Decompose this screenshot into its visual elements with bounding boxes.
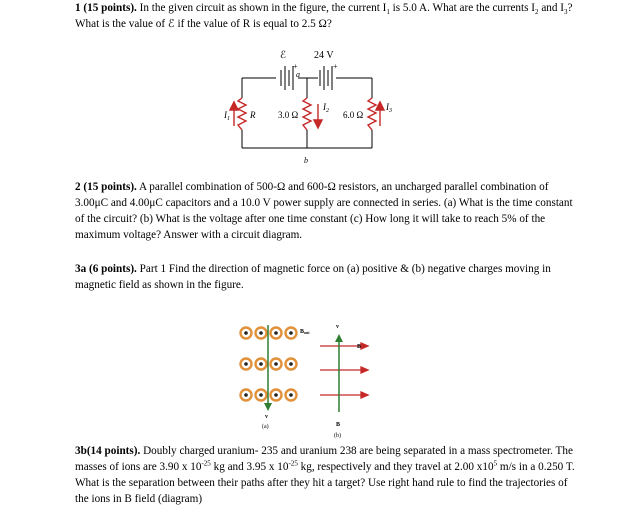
- r2-label: 3.0 Ω: [278, 110, 299, 120]
- q3b-exp-a: -25: [201, 459, 211, 468]
- field-dot-center: [289, 362, 293, 366]
- q3a-label: 3a (6 points).: [75, 263, 137, 275]
- q3b-exp-b: -25: [288, 459, 298, 468]
- q1-sub-b: 2: [535, 8, 539, 17]
- q1-text-d: ? What is the value of ℰ if the value of R is equal to 2.5 Ω?: [75, 2, 573, 30]
- velocity-up-icon: [335, 334, 343, 342]
- q1-sub-a: 1: [386, 8, 390, 17]
- field-dot-center: [244, 393, 248, 397]
- q3b-text-c: kg, respectively and they travel at 2.00 x10: [300, 461, 494, 473]
- r3-label: 6.0 Ω: [343, 110, 364, 120]
- q3b-exp-c: 5: [493, 459, 498, 468]
- q3a-text: Part 1 Find the direction of magnetic force on (a) positive & (b) negative charges moving in magnetic field as shown in the figure.: [75, 263, 551, 291]
- q1-text-c: and I: [541, 2, 564, 14]
- q3b-text-a: Doubly charged uranium- 235 and uranium 238 are being separated in a mass spectrometer. The masses of ions are 3.90 x 10: [75, 445, 573, 473]
- q3b-text-b: kg and 3.95 x 10: [213, 461, 289, 473]
- field-dot-center: [274, 393, 278, 397]
- field-dot-center: [289, 331, 293, 335]
- field-dot-center: [244, 331, 248, 335]
- r-label: R: [250, 110, 256, 120]
- field-dot-center: [289, 393, 293, 397]
- q3b-label: 3b(14 points).: [75, 445, 141, 457]
- i3-label: $I_3$: [386, 102, 392, 114]
- field-dot-center: [259, 331, 263, 335]
- q1-text-a: In the given circuit as shown in the figure, the current I: [139, 2, 387, 14]
- b-out-label: Bout: [300, 329, 310, 335]
- q3b-text-d: m/s in a 0.250 T. What is the separation between their paths after they hit a target? Use right hand rule to find the trajectories of the ions in B field (diagram): [75, 461, 575, 505]
- b-right-label: B: [357, 344, 362, 350]
- node-b-label: b: [304, 156, 308, 165]
- q1-label: 1 (15 points).: [75, 2, 137, 14]
- q1-sub-c: 3: [564, 8, 568, 17]
- v-a-label: v: [265, 414, 268, 420]
- velocity-down-icon: [264, 403, 272, 411]
- plus-2: +: [333, 62, 338, 71]
- i1-label: $I_1$: [224, 110, 230, 122]
- field-right-arrows: [320, 343, 368, 398]
- emf-label: ℰ: [280, 50, 287, 61]
- q2-text: A parallel combination of 500-Ω and 600-Ω resistors, an uncharged parallel combination of 3.00μC and 4.00μC capacitors and a 10.0 V power supply are connected in series. (a) What is the time constant of the circuit? (b) What is the voltage after one time constant (c) How long it will take to reach 5% of the maximum voltage? Answer with a circuit diagram.: [75, 181, 573, 241]
- field-dot-center: [274, 331, 278, 335]
- fig-label-b: (b): [334, 433, 341, 439]
- field-dot-center: [244, 362, 248, 366]
- field-dot-center: [259, 393, 263, 397]
- i2-label: $I_2$: [323, 102, 329, 114]
- v-b-label: v: [336, 324, 339, 330]
- node-a-label: a: [296, 70, 300, 79]
- plus-1: +: [293, 62, 298, 71]
- q1-text-b: is 5.0 A. What are the currents I: [392, 2, 536, 14]
- b-lower-label: B: [336, 422, 341, 428]
- field-dot-center: [259, 362, 263, 366]
- q2-label: 2 (15 points).: [75, 181, 137, 193]
- fig-label-a: (a): [262, 424, 269, 430]
- field-dot-center: [274, 362, 278, 366]
- question-3b: [75, 443, 575, 507]
- battery-label: 24 V: [314, 50, 334, 61]
